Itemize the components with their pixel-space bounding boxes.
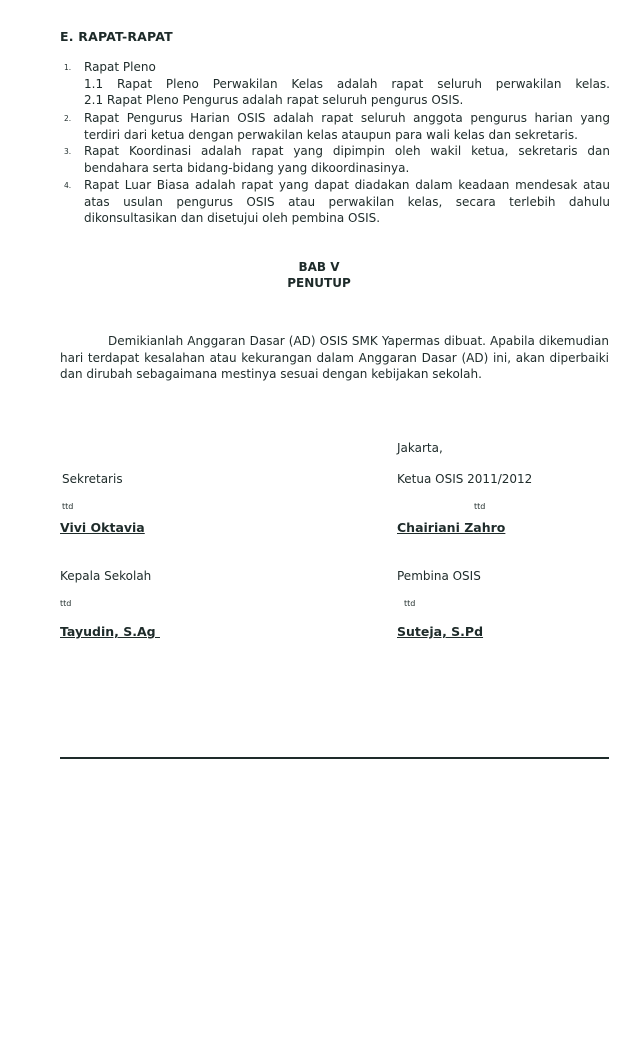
section-heading: E. RAPAT-RAPAT — [60, 29, 173, 44]
list-item — [60, 110, 610, 143]
secretary-name: Vivi Oktavia — [60, 520, 145, 535]
meeting-list — [60, 59, 610, 227]
list-item-text: Rapat Koordinasi adalah rapat yang dipimpin oleh wakil ketua, sekretaris dan bendahara serta bidang-bidang yang dikoordinasinya. — [84, 144, 610, 175]
list-item — [60, 143, 610, 177]
list-item — [60, 177, 610, 227]
advisor-ttd: ttd — [404, 599, 416, 608]
principal-name: Tayudin, S.Ag — [60, 624, 160, 639]
principal-role: Kepala Sekolah — [60, 569, 152, 583]
list-item-number: 4. — [64, 181, 72, 190]
sub-item: 2.1 Rapat Pleno Pengurus adalah rapat seluruh pengurus OSIS. — [84, 93, 464, 107]
list-item-number: 1. — [64, 63, 72, 72]
chapter-number: BAB V — [298, 260, 340, 274]
list-item — [60, 59, 610, 110]
principal-ttd: ttd — [60, 599, 72, 608]
advisor-name: Suteja, S.Pd — [397, 624, 484, 639]
closing-paragraph: Demikianlah Anggaran Dasar (AD) OSIS SMK Yapermas dibuat. Apabila dikemudian hari terdapat kesalahan atau kekurangan dalam Anggaran Dasar (AD) ini, akan diperbaiki dan dirubah sebagaimana mestinya sesuai dengan kebijakan sekolah. — [60, 334, 609, 381]
footer-rule — [60, 757, 609, 759]
chairman-ttd: ttd — [474, 502, 486, 511]
signature-place: Jakarta, — [397, 441, 443, 455]
secretary-role: Sekretaris — [62, 472, 123, 486]
chapter-title: PENUTUP — [287, 276, 351, 290]
sub-item: 1.1 Rapat Pleno Perwakilan Kelas adalah rapat seluruh perwakilan kelas. — [84, 76, 610, 91]
chairman-name: Chairiani Zahro — [397, 520, 506, 535]
list-item-title: Rapat Pleno — [84, 60, 156, 74]
list-item-text: Rapat Luar Biasa adalah rapat yang dapat diadakan dalam keadaan mendesak atau atas usulan pengurus OSIS atau perwakilan kelas, secara terlebih dahulu dikonsultasikan dan disetujui oleh pembina OSIS. — [84, 178, 610, 225]
list-item-number: 2. — [64, 114, 72, 123]
list-item-number: 3. — [64, 147, 72, 156]
advisor-role: Pembina OSIS — [397, 569, 481, 583]
list-item-text: Rapat Pengurus Harian OSIS adalah rapat seluruh anggota pengurus harian yang terdiri dari ketua dengan perwakilan kelas ataupun para wali kelas dan sekretaris. — [84, 111, 610, 142]
chairman-role: Ketua OSIS 2011/2012 — [397, 472, 533, 486]
secretary-ttd: ttd — [62, 502, 74, 511]
